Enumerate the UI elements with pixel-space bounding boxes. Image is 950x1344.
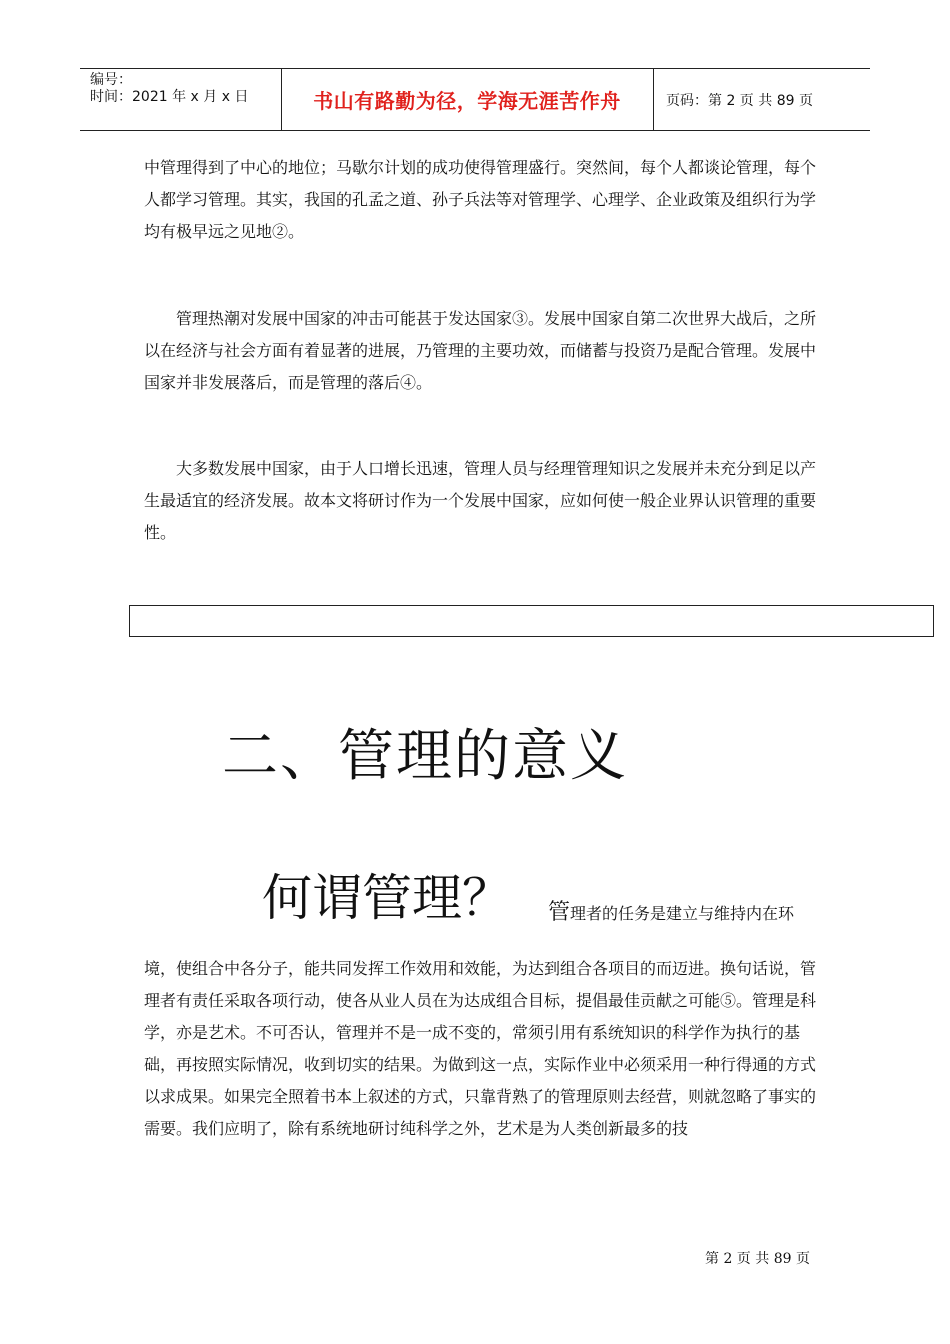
paragraph-3: 大多数发展中国家，由于人口增长迅速，管理人员与经理管理知识之发展并未充分到足以产生最适宜的经济发展。故本文将研讨作为一个发展中国家，应如何使一般企业界认识管理的重要性。	[144, 459, 817, 542]
paragraph-1: 中管理得到了中心的地位；马歇尔计划的成功使得管理盛行。突然间，每个人都谈论管理，每个人都学习管理。其实，我国的孔孟之道、孙子兵法等对管理学、心理学、企业政策及组织行为学均有极早远之见地②。	[144, 158, 817, 241]
question-heading: 何谓管理？	[262, 869, 512, 927]
date-label: 时间：2021 年 x 月 x 日	[90, 89, 249, 105]
question-tail	[548, 897, 794, 930]
paragraph-4: 境，使组合中各分子，能共同发挥工作效用和效能，为达到组合各项目的而迈进。换句话说，管理者有责任采取各项行动，使各从业人员在为达成组合目标，提倡最佳贡献之可能⑤。管理是科学，亦是艺术。不可否认，管理并不是一成不变的，常须引用有系统知识的科学作为执行的基础，再按照实际情况，收到切实的结果。为做到这一点，实际作业中必须采用一种行得通的方式以求成果。如果完全照着书本上叙述的方式，只靠背熟了的管理原则去经营，则就忽略了事实的需要。我们应明了，除有系统地研讨纯科学之外，艺术是为人类创新最多的技	[144, 959, 817, 1138]
footer-page-info: 第 2 页 共 89 页	[705, 1251, 810, 1267]
drop-cap: 管	[548, 900, 571, 925]
motto-text: 书山有路勤为径，学海无涯苦作舟	[313, 89, 621, 113]
header-motto-cell	[281, 69, 654, 130]
header-page-info: 页码：第 2 页 共 89 页	[666, 92, 813, 109]
empty-table-box	[129, 605, 934, 637]
header-page-cell	[654, 69, 870, 130]
header-meta-cell	[80, 69, 282, 130]
document-header	[80, 68, 870, 131]
paragraph-2: 管理热潮对发展中国家的冲击可能甚于发达国家③。发展中国家自第二次世界大战后，之所以在经济与社会方面有着显著的进展，乃管理的主要功效，而储蓄与投资乃是配合管理。发展中国家并非发展落后，而是管理的落后④。	[144, 309, 817, 392]
number-label: 编号：	[90, 72, 132, 88]
section-title: 二、管理的意义	[222, 724, 628, 789]
question-tail-text: 理者的任务是建立与维持内在环	[570, 904, 795, 923]
